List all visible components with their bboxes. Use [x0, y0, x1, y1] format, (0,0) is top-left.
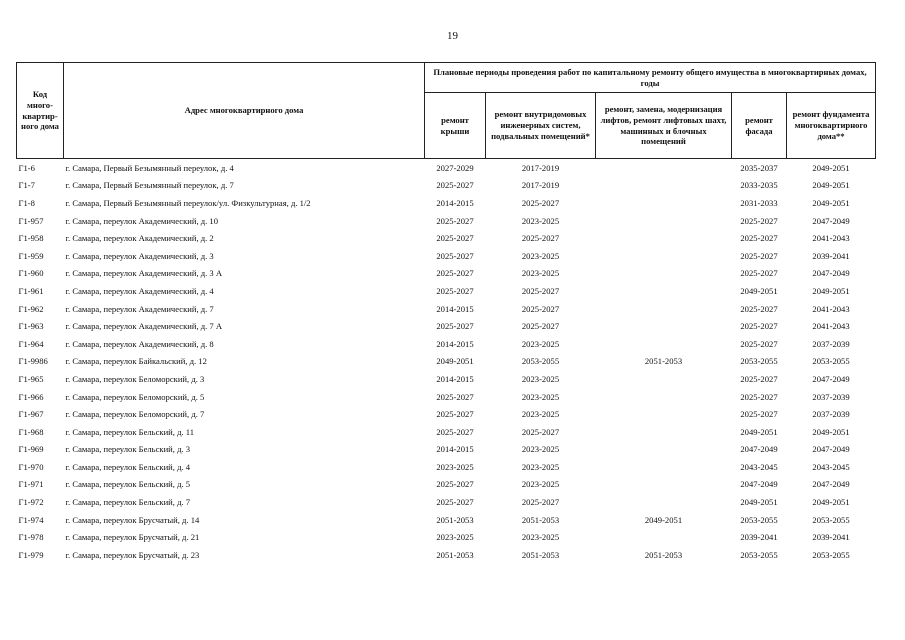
cell-foundation: 2047-2049: [812, 444, 850, 455]
cell-facade: 2043-2045: [740, 461, 778, 472]
cell-elevators: [596, 370, 732, 388]
cell-code: Г1-966: [18, 391, 44, 402]
cell-facade: 2053-2055: [740, 356, 778, 367]
cell-address: г. Самара, переулок Академический, д. 2: [65, 233, 214, 244]
cell-roof: 2025-2027: [436, 285, 474, 296]
cell-elevators: [596, 282, 732, 300]
cell-roof: 2051-2053: [436, 514, 474, 525]
table-row: [17, 405, 876, 423]
cell-address: г. Самара, Первый Безымянный переулок/ул. Физкультурная, д. 1/2: [65, 197, 311, 208]
cell-engineering: 2023-2025: [521, 338, 560, 349]
cell-roof: 2025-2027: [436, 250, 474, 261]
cell-engineering: 2025-2027: [521, 321, 560, 332]
cell-address: г. Самара, переулок Бельский, д. 7: [65, 497, 191, 508]
cell-facade: 2025-2027: [740, 391, 778, 402]
cell-code: Г1-965: [18, 373, 44, 384]
cell-facade: 2053-2055: [740, 514, 778, 525]
cell-address: г. Самара, переулок Академический, д. 3 А: [65, 268, 223, 279]
cell-roof: 2025-2027: [436, 479, 474, 490]
cell-address: г. Самара, переулок Бельский, д. 3: [65, 444, 191, 455]
cell-address: г. Самара, переулок Академический, д. 4: [65, 285, 214, 296]
cell-engineering: 2025-2027: [521, 233, 560, 244]
cell-roof: 2014-2015: [436, 197, 474, 208]
table-row: [17, 194, 876, 212]
table-row: [17, 159, 876, 177]
cell-code: Г1-967: [18, 409, 44, 420]
cell-foundation: 2049-2051: [812, 497, 850, 508]
cell-address: г. Самара, переулок Беломорский, д. 7: [65, 409, 205, 420]
cell-code: Г1-961: [18, 285, 44, 296]
cell-engineering: 2051-2053: [521, 549, 560, 560]
cell-facade: 2025-2027: [740, 373, 778, 384]
cell-address: г. Самара, переулок Беломорский, д. 3: [65, 373, 205, 384]
cell-code: Г1-969: [18, 444, 44, 455]
cell-code: Г1-962: [18, 303, 44, 314]
cell-elevators: [596, 493, 732, 511]
cell-roof: 2014-2015: [436, 338, 474, 349]
cell-elevators: [596, 528, 732, 546]
cell-elevators: [596, 458, 732, 476]
header-engineering-systems: ремонт внутридомовых инженерных систем, подвальных помещений*: [486, 93, 596, 159]
cell-facade: 2025-2027: [740, 268, 778, 279]
cell-elevators: 2049-2051: [644, 514, 683, 525]
cell-facade: 2025-2027: [740, 233, 778, 244]
cell-code: Г1-9986: [18, 356, 48, 367]
cell-roof: 2014-2015: [436, 303, 474, 314]
cell-address: г. Самара, Первый Безымянный переулок, д. 7: [65, 180, 234, 191]
cell-address: г. Самара, Первый Безымянный переулок, д. 4: [65, 162, 234, 173]
table-row: [17, 441, 876, 459]
cell-roof: 2025-2027: [436, 180, 474, 191]
cell-engineering: 2023-2025: [521, 250, 560, 261]
cell-engineering: 2023-2025: [521, 391, 560, 402]
cell-address: г. Самара, переулок Академический, д. 8: [65, 338, 214, 349]
cell-code: Г1-968: [18, 426, 44, 437]
cell-engineering: 2051-2053: [521, 514, 560, 525]
cell-address: г. Самара, переулок Бельский, д. 5: [65, 479, 191, 490]
table-row: [17, 247, 876, 265]
cell-address: г. Самара, переулок Академический, д. 7 А: [65, 321, 223, 332]
table-row: [17, 177, 876, 195]
cell-roof: 2027-2029: [436, 162, 474, 173]
cell-foundation: 2049-2051: [812, 197, 850, 208]
cell-foundation: 2041-2043: [812, 303, 850, 314]
cell-foundation: 2041-2043: [812, 321, 850, 332]
cell-engineering: 2023-2025: [521, 373, 560, 384]
cell-roof: 2025-2027: [436, 321, 474, 332]
cell-code: Г1-974: [18, 514, 44, 525]
cell-code: Г1-8: [18, 197, 35, 208]
cell-elevators: [596, 405, 732, 423]
cell-engineering: 2025-2027: [521, 197, 560, 208]
cell-elevators: 2051-2053: [644, 356, 683, 367]
cell-foundation: 2043-2045: [812, 461, 850, 472]
cell-roof: 2025-2027: [436, 233, 474, 244]
cell-roof: 2025-2027: [436, 426, 474, 437]
cell-foundation: 2041-2043: [812, 233, 850, 244]
cell-foundation: 2039-2041: [812, 250, 850, 261]
cell-elevators: [596, 317, 732, 335]
cell-elevators: [596, 159, 732, 177]
cell-address: г. Самара, переулок Брусчатый, д. 21: [65, 532, 200, 543]
header-facade: ремонт фасада: [732, 93, 787, 159]
cell-elevators: [596, 229, 732, 247]
table-row: [17, 511, 876, 529]
cell-engineering: 2023-2025: [521, 479, 560, 490]
cell-facade: 2049-2051: [740, 426, 778, 437]
cell-facade: 2047-2049: [740, 479, 778, 490]
cell-code: Г1-979: [18, 549, 44, 560]
cell-roof: 2025-2027: [436, 268, 474, 279]
cell-facade: 2025-2027: [740, 321, 778, 332]
header-foundation: ремонт фундамента многоквартирного дома**: [787, 93, 876, 159]
header-address: Адрес многоквартирного дома: [64, 63, 425, 159]
cell-elevators: 2051-2053: [644, 549, 683, 560]
cell-engineering: 2023-2025: [521, 268, 560, 279]
cell-facade: 2035-2037: [740, 162, 778, 173]
table-row: [17, 265, 876, 283]
cell-address: г. Самара, переулок Брусчатый, д. 23: [65, 549, 200, 560]
cell-engineering: 2023-2025: [521, 215, 560, 226]
table-row: [17, 212, 876, 230]
cell-engineering: 2025-2027: [521, 497, 560, 508]
cell-roof: 2051-2053: [436, 549, 474, 560]
cell-elevators: [596, 212, 732, 230]
cell-code: Г1-963: [18, 321, 44, 332]
table-row: [17, 493, 876, 511]
cell-facade: 2025-2027: [740, 215, 778, 226]
cell-facade: 2025-2027: [740, 338, 778, 349]
cell-engineering: 2025-2027: [521, 303, 560, 314]
cell-foundation: 2039-2041: [812, 532, 850, 543]
table-row: [17, 546, 876, 564]
cell-address: г. Самара, переулок Академический, д. 10: [65, 215, 219, 226]
cell-foundation: 2047-2049: [812, 268, 850, 279]
cell-engineering: 2023-2025: [521, 444, 560, 455]
cell-foundation: 2053-2055: [812, 356, 850, 367]
table-row: [17, 353, 876, 371]
table-row: [17, 317, 876, 335]
page-number: 19: [447, 30, 458, 42]
cell-facade: 2039-2041: [740, 532, 778, 543]
cell-facade: 2033-2035: [740, 180, 778, 191]
header-work-periods: Плановые периоды проведения работ по капитальному ремонту общего имущества в многоквартирных домах, годы: [425, 63, 876, 93]
table-row: [17, 528, 876, 546]
table-body: [17, 159, 876, 564]
table-row: [17, 476, 876, 494]
cell-foundation: 2037-2039: [812, 391, 850, 402]
cell-roof: 2025-2027: [436, 391, 474, 402]
cell-engineering: 2017-2019: [521, 162, 560, 173]
table-row: [17, 388, 876, 406]
table-row: [17, 458, 876, 476]
cell-elevators: [596, 247, 732, 265]
table-row: [17, 282, 876, 300]
cell-code: Г1-970: [18, 461, 44, 472]
cell-code: Г1-958: [18, 233, 44, 244]
cell-code: Г1-972: [18, 497, 44, 508]
cell-engineering: 2025-2027: [521, 426, 560, 437]
cell-facade: 2053-2055: [740, 549, 778, 560]
cell-foundation: 2047-2049: [812, 373, 850, 384]
cell-code: Г1-957: [18, 215, 44, 226]
cell-code: Г1-964: [18, 338, 44, 349]
cell-code: Г1-7: [18, 180, 35, 191]
cell-facade: 2049-2051: [740, 497, 778, 508]
cell-elevators: [596, 194, 732, 212]
cell-code: Г1-971: [18, 479, 44, 490]
cell-engineering: 2023-2025: [521, 409, 560, 420]
cell-address: г. Самара, переулок Бельский, д. 11: [65, 426, 195, 437]
cell-roof: 2025-2027: [436, 215, 474, 226]
cell-elevators: [596, 265, 732, 283]
cell-engineering: 2025-2027: [521, 285, 560, 296]
cell-elevators: [596, 300, 732, 318]
cell-engineering: 2053-2055: [521, 356, 560, 367]
cell-roof: 2023-2025: [436, 461, 474, 472]
cell-facade: 2031-2033: [740, 197, 778, 208]
cell-address: г. Самара, переулок Брусчатый, д. 14: [65, 514, 200, 525]
table-row: [17, 423, 876, 441]
cell-elevators: [596, 441, 732, 459]
cell-roof: 2025-2027: [436, 497, 474, 508]
cell-elevators: [596, 177, 732, 195]
cell-foundation: 2053-2055: [812, 549, 850, 560]
table-row: [17, 229, 876, 247]
cell-foundation: 2049-2051: [812, 180, 850, 191]
cell-foundation: 2037-2039: [812, 338, 850, 349]
header-elevators: ремонт, замена, модернизация лифтов, ремонт лифтовых шахт, машинных и блочных помещений: [596, 93, 732, 159]
cell-elevators: [596, 335, 732, 353]
cell-code: Г1-978: [18, 532, 44, 543]
cell-elevators: [596, 476, 732, 494]
cell-address: г. Самара, переулок Байкальский, д. 12: [65, 356, 207, 367]
cell-foundation: 2037-2039: [812, 409, 850, 420]
cell-address: г. Самара, переулок Бельский, д. 4: [65, 461, 191, 472]
header-code: Код много-квартир-ного дома: [17, 63, 64, 159]
capital-repair-table: [16, 62, 876, 564]
cell-foundation: 2049-2051: [812, 285, 850, 296]
cell-facade: 2025-2027: [740, 303, 778, 314]
cell-facade: 2025-2027: [740, 409, 778, 420]
cell-facade: 2047-2049: [740, 444, 778, 455]
cell-address: г. Самара, переулок Беломорский, д. 5: [65, 391, 205, 402]
table-row: [17, 300, 876, 318]
cell-foundation: 2049-2051: [812, 426, 850, 437]
header-roof: ремонт крыши: [425, 93, 486, 159]
cell-facade: 2025-2027: [740, 250, 778, 261]
cell-roof: 2025-2027: [436, 409, 474, 420]
cell-foundation: 2047-2049: [812, 215, 850, 226]
table-row: [17, 335, 876, 353]
cell-foundation: 2049-2051: [812, 162, 850, 173]
cell-address: г. Самара, переулок Академический, д. 3: [65, 250, 214, 261]
cell-roof: 2014-2015: [436, 373, 474, 384]
cell-address: г. Самара, переулок Академический, д. 7: [65, 303, 214, 314]
cell-engineering: 2023-2025: [521, 461, 560, 472]
cell-roof: 2049-2051: [436, 356, 474, 367]
cell-foundation: 2053-2055: [812, 514, 850, 525]
table-row: [17, 370, 876, 388]
cell-foundation: 2047-2049: [812, 479, 850, 490]
cell-engineering: 2023-2025: [521, 532, 560, 543]
cell-code: Г1-960: [18, 268, 44, 279]
cell-code: Г1-6: [18, 162, 35, 173]
cell-engineering: 2017-2019: [521, 180, 560, 191]
cell-roof: 2023-2025: [436, 532, 474, 543]
cell-elevators: [596, 388, 732, 406]
cell-code: Г1-959: [18, 250, 44, 261]
cell-facade: 2049-2051: [740, 285, 778, 296]
cell-elevators: [596, 423, 732, 441]
cell-roof: 2014-2015: [436, 444, 474, 455]
